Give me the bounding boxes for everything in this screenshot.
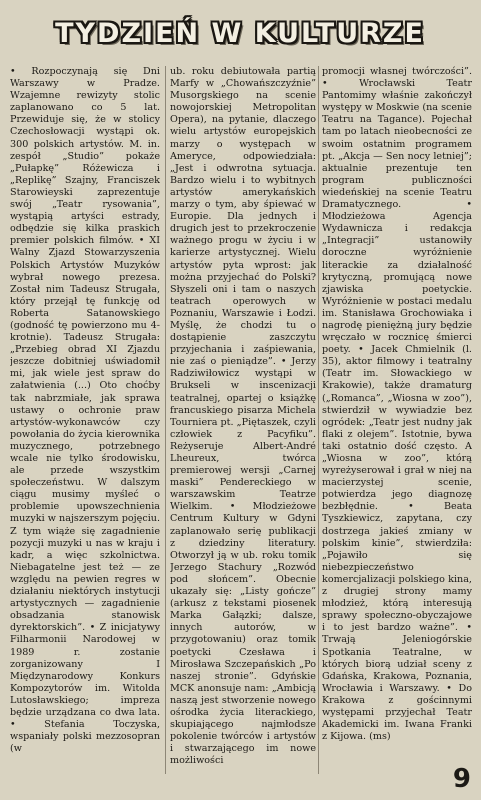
article-column-3 (322, 66, 472, 782)
column-text: promocji własnej twórczości”. • Wrocławski Teatr Pantomimy właśnie zakończył występy w Moskwie (na scenie Teatru na Tagance). Pojechał tam po latach nieobecności ze swoim ostatnim programem pt. „Akcja — Sen nocy letniej”; aktualnie prezentuje ten program publiczności wiedeńskiej na scenie Teatru Dramatycznego. • Młodzieżowa Agencja Wydawnicza i redakcja „Integracji” ustanowiły doroczne wyróżnienie literackie za działalność krytyczną, promującą nowe zjawiska poetyckie. Wyróżnienie w postaci medalu im. Stanisława Grochowiaka i nagrodę pieniężną jury będzie wręczało w rocznicę śmierci poety. • Jacek Chmielnik (l. 35), aktor filmowy i teatralny (Teatr im. Słowackiego w Krakowie), także dramaturg („Romanca”, „Wiosna w zoo”), stwierdził w wywiadzie bez ogródek: „Teatr jest nudny jak flaki z olejem”. Istotnie, bywa taki ostatnio dość często. A „Wiosna w zoo”, którą wyreżyserował i grał w niej na macierzystej scenie, potwierdza jego diagnozę bezbłędnie. • Beata Tyszkiewicz, zapytana, czy dostrzega jakieś zmiany w polskim kinie”, stwierdziła: „Pojawiło się niebezpieczeństwo komercjalizacji polskiego kina, z drugiej strony mamy młodzież, którą interesują sprawy społeczno-obyczajowe i to jest bardzo ważne”. • Trwają Jeleniogórskie Spotkania Teatralne, w których biorą udział sceny z Gdańska, Krakowa, Poznania, Wrocławia i Warszawy. • Do Krakowa z gościnnymi występami przyjechał Teatr Akademicki im. Iwana Franki z Kijowa. (ms) (322, 66, 472, 743)
article-column-2 (170, 66, 316, 782)
column-text: ub. roku debiutowała partią Marfy w „Chowańszczyźnie” Musorgskiego na scenie nowojorskiej Metropolitan Opera), na pytanie, dlaczego wielu artystów europejskich marzy o występach w Ameryce, odpowiedziała: „Jest i odwrotna sytuacja. Bardzo wielu i to wybitnych artystów amerykańskich marzy o tym, aby śpiewać w Europie. Dla jednych i drugich jest to przekroczenie ważnego progu w życiu i w karierze artystycznej. Wielu artystów pyta wprost: jak można przyjechać do Polski? Słyszeli oni i tam o naszych teatrach operowych w Poznaniu, Warszawie i Łodzi. Myślę, że chodzi tu o dostąpienie zaszczytu przyjechania i zaśpiewania, nie zaś o pieniądze”. • Jerzy Radziwiłowicz wystąpi w Brukseli w inscenizacji teatralnej, opartej o książkę francuskiego pisarza Michela Tourniera pt. „Piętaszek, czyli człowiek z Pacyfiku”. Reżyseruje Albert-André Lheureux, twórca premierowej wersji „Carnej maski” Pendereckiego w warszawskim Teatrze Wielkim. • Młodzieżowe Centrum Kultury w Gdyni zaplanowało serię publikacji z dziedziny literatury. Otworzył ją w ub. roku tomik Jerzego Stachury „Rozwód pod słońcem”. Obecnie ukazały się: „Listy gończe” (arkusz z tekstami piosenek Marka Gałązki; dalsze, innych autorów, w przygotowaniu) oraz tomik poetycki Czesława i Mirosława Szczepańskich „Po naszej stronie”. Gdyńskie MCK anonsuje nam: „Ambicją naszą jest stworzenie nowego ośrodka życia literackiego, skupiającego najmłodsze pokolenie twórców i artystów i stwarzającego im nowe możliwości (170, 66, 316, 767)
column-divider (165, 66, 166, 774)
column-text: • Rozpoczynają się Dni Warszawy w Pradze. Wzajemne rewizyty stolic zaplanowano co 5 lat. Przewiduje się, że w stolicy Czechosłowacji wystąpi ok. 300 polskich artystów. M. in. zespół „Studio” pokaże „Pułapkę” Różewicza i „Replikę” Szajny, Franciszek Starowieyski zaprezentuje swój „Teatr rysowania”, wystąpią artyści estrady, odbędzie się kilka praskich premier polskich filmów. • XI Walny Zjazd Stowarzyszenia Polskich Artystów Muzyków wybrał nowego prezesa. Został nim Tadeusz Strugała, który przejął tę funkcję od Roberta Satanowskiego (godność tę powierzono mu 4-krotnie). Tadeusz Strugała: „Przebieg obrad XI Zjazdu jeszcze dobitniej uświadomił mi, jak wiele jest spraw do załatwienia (...) Oto choćby tak nabrzmiałe, jak sprawa ustawy o ochronie praw artystów-wykonawców czy powołania do życia kierownika muzycznego, potrzebnego wcale nie tylko środowisku, ale przede wszystkim społeczeństwu. W dalszym ciągu musimy myśleć o problemie upowszechnienia muzyki w najszerszym pojęciu. Z tym wiąże się zagadnienie pozycji muzyki u nas w kraju i kadr, a więc szkolnictwa. Niebagatelne jest też — ze względu na pewien regres w działaniu niektórych instytucji artystycznych — zagadnienie obsadzania stanowisk dyrektorskich”. • Z inicjatywy Filharmonii Narodowej w 1989 r. zostanie zorganizowany I Międzynarodowy Konkurs Kompozytorów im. Witolda Lutosławskiego; impreza będzie urządzana co dwa lata. • Stefania Toczyska, wspaniały polski mezzosopran (w (10, 66, 160, 755)
section-title: TYDZIEŃ W KULTURZE (55, 17, 425, 49)
page-number: 9 (452, 764, 471, 794)
article-column-1 (10, 66, 160, 782)
section-header (55, 12, 425, 54)
column-divider (318, 66, 319, 774)
